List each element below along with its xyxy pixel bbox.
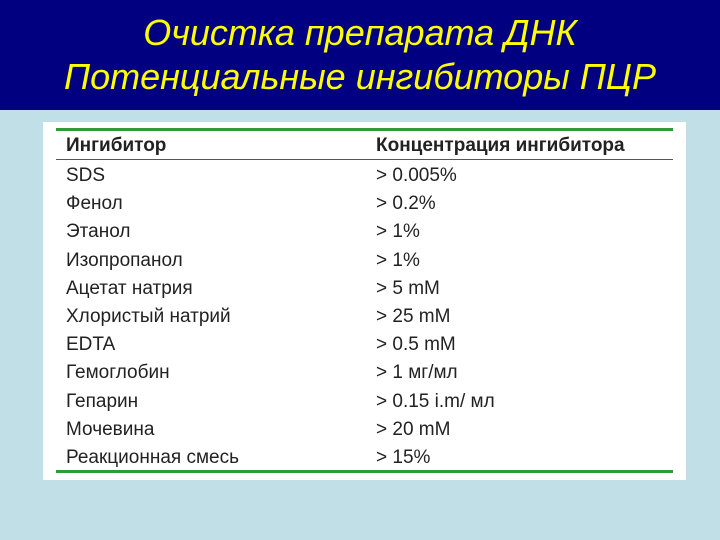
inhibitor-concentration: > 20 mM bbox=[376, 418, 451, 440]
inhibitor-name: Реакционная смесь bbox=[66, 446, 239, 468]
inhibitor-name: Этанол bbox=[66, 221, 131, 243]
inhibitor-name: Хлористый натрий bbox=[66, 305, 231, 327]
inhibitor-name: Фенол bbox=[66, 193, 123, 215]
inhibitor-concentration: > 1% bbox=[376, 249, 420, 271]
table-top-rule bbox=[56, 128, 673, 131]
inhibitor-table bbox=[43, 122, 686, 480]
table-row bbox=[43, 444, 686, 472]
title-bar bbox=[0, 0, 720, 110]
table-row bbox=[43, 331, 686, 359]
inhibitor-name: Ацетат натрия bbox=[66, 277, 193, 299]
inhibitor-name: SDS bbox=[66, 165, 106, 186]
table-row bbox=[43, 247, 686, 275]
header-concentration: Концентрация ингибитора bbox=[376, 135, 625, 156]
header-rule bbox=[56, 159, 673, 160]
inhibitor-concentration: > 1% bbox=[376, 221, 420, 243]
inhibitor-name: Гепарин bbox=[66, 390, 139, 412]
inhibitor-name: EDTA bbox=[66, 334, 116, 356]
table-row bbox=[43, 162, 686, 190]
inhibitor-name: Мочевина bbox=[66, 418, 155, 440]
table-row bbox=[43, 359, 686, 387]
inhibitor-concentration: > 0.15 i.m/ мл bbox=[376, 390, 495, 412]
inhibitor-concentration: > 0.5 mM bbox=[376, 334, 456, 356]
inhibitor-concentration: > 25 mM bbox=[376, 305, 451, 327]
inhibitor-concentration: > 15% bbox=[376, 446, 431, 468]
table-body bbox=[43, 162, 686, 472]
table-row bbox=[43, 303, 686, 331]
inhibitor-name: Изопропанол bbox=[66, 249, 183, 271]
table-row bbox=[43, 218, 686, 246]
inhibitor-concentration: > 1 мг/мл bbox=[376, 362, 458, 384]
table-row bbox=[43, 416, 686, 444]
slide-title-line-1: Очистка препарата ДНК bbox=[143, 12, 577, 53]
table-row bbox=[43, 388, 686, 416]
inhibitor-name: Гемоглобин bbox=[66, 362, 170, 384]
table-row bbox=[43, 190, 686, 218]
table-row bbox=[43, 275, 686, 303]
inhibitor-concentration: > 0.005% bbox=[376, 165, 457, 186]
table-bottom-rule bbox=[56, 470, 673, 473]
inhibitor-concentration: > 0.2% bbox=[376, 193, 436, 215]
header-inhibitor: Ингибитор bbox=[66, 135, 167, 156]
slide-title-line-2: Потенциальные ингибиторы ПЦР bbox=[64, 56, 656, 97]
inhibitor-concentration: > 5 mM bbox=[376, 277, 440, 299]
